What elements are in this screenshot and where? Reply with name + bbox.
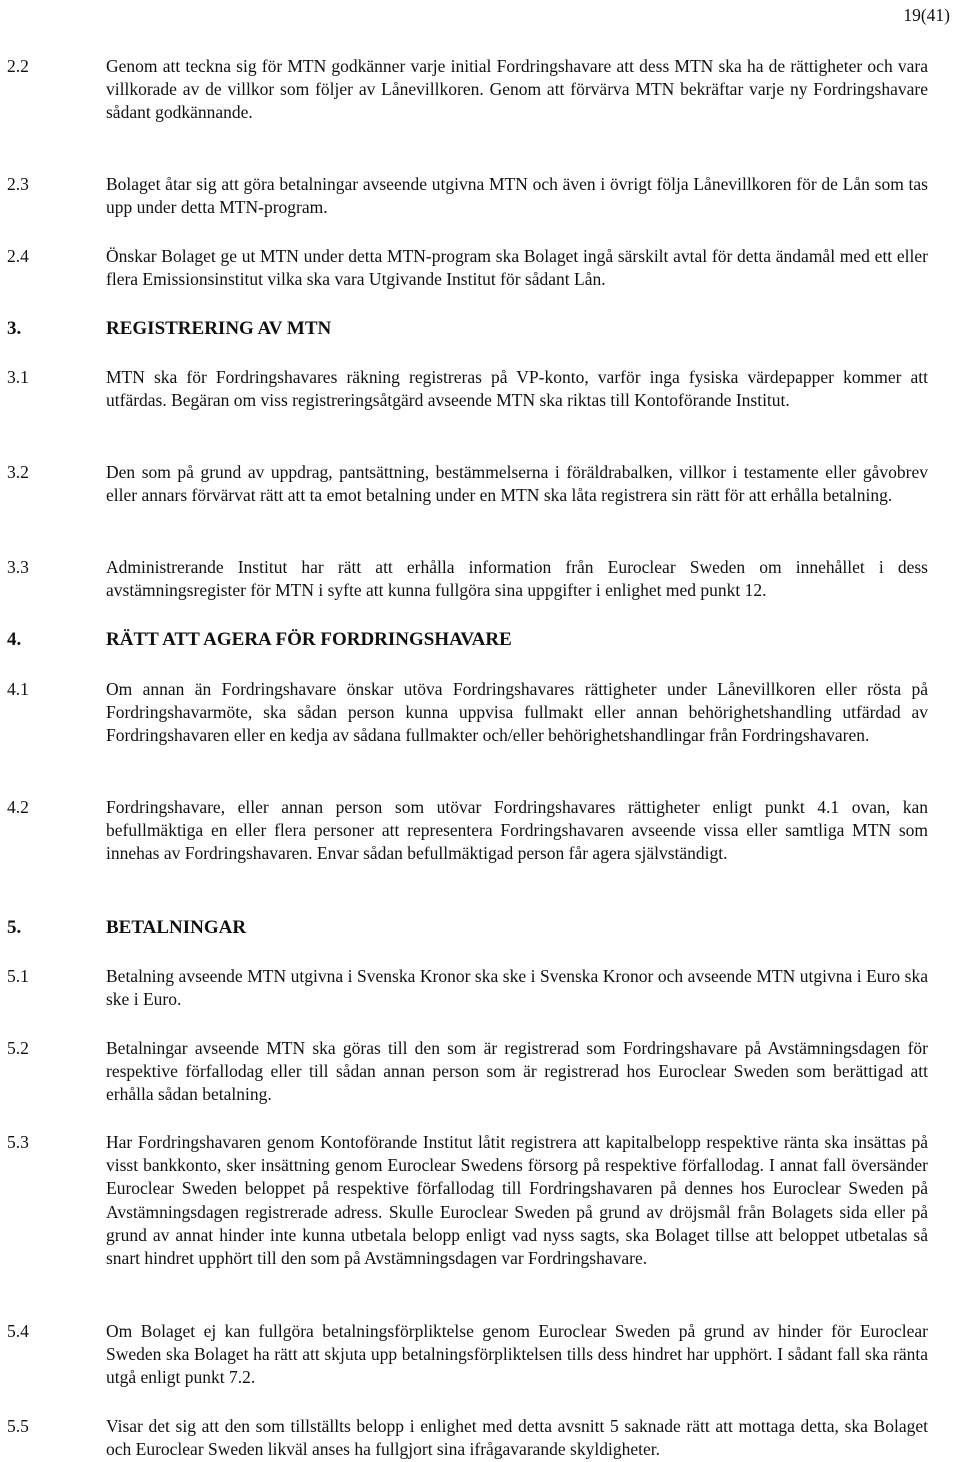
clause-text: Om Bolaget ej kan fullgöra betalningsförpliktelse genom Euroclear Sweden på grund av hinder för Euroclear Sweden ska Bolaget ha rätt att skjuta upp betalningsförpliktelsen tills dess hindret har upphört. I sådant fall ska ränta utgå enligt punkt 7.2.	[106, 1321, 928, 1388]
clause-text: Har Fordringshavaren genom Kontoförande Institut låtit registrera att kapitalbelopp respektive ränta ska insättas på visst bankkonto, sker insättning genom Euroclear Swedens försorg på respektive förfallodag. I annat fall översänder Euroclear Sweden beloppet på respektive förfallodag till Fordringshavaren på dennes hos Euroclear Sweden på Avstämningsdagen registrerade adress. Skulle Euroclear Sweden på grund av dröjsmål från Bolagets sida eller på grund av annat hinder inte kunna utbetala belopp enligt vad nyss sagts, ska Bolaget tillse att beloppet utbetalas så snart hindret upphört till den som på Avstämningsdagen var Fordringshavare.	[106, 1132, 928, 1269]
clause-text: Betalningar avseende MTN ska göras till den som är registrerad som Fordringshavare på Avstämningsdagen för respektive förfallodag eller till sådan annan person som är registrerad hos Euroclear Sweden som berättigad att erhålla sådan betalning.	[106, 1038, 928, 1105]
clause-number: 3.3	[7, 557, 29, 577]
heading-ratt-att-agera	[7, 628, 928, 652]
clause-number: 5.4	[7, 1321, 29, 1341]
clause-text: Genom att teckna sig för MTN godkänner varje initial Fordringshavare att dess MTN ska ha de rättigheter och vara villkorade av de villkor som följer av Lånevillkoren. Genom att förvärva MTN bekräftar varje ny Fordringshavare sådant godkännande.	[106, 56, 928, 123]
heading-text: RÄTT ATT AGERA FÖR FORDRINGSHAVARE	[106, 629, 512, 650]
clause-3-1	[7, 366, 928, 412]
clause-number: 5.3	[7, 1132, 29, 1152]
clause-4-1	[7, 678, 928, 748]
clause-2-3	[7, 173, 928, 219]
clause-number: 2.4	[7, 246, 29, 266]
heading-number: 3.	[7, 318, 22, 339]
clause-text: Fordringshavare, eller annan person som utövar Fordringshavares rättigheter enligt punkt 4.1 ovan, kan befullmäktiga en eller flera personer att representera Fordringshavaren avseende vissa eller samtliga MTN som innehas av Fordringshavaren. Envar sådan befullmäktigad person får agera självständigt.	[106, 797, 928, 864]
clause-number: 2.2	[7, 56, 29, 76]
heading-registrering	[7, 317, 928, 341]
clause-number: 4.2	[7, 797, 29, 817]
clause-number: 5.1	[7, 966, 29, 986]
heading-text: BETALNINGAR	[106, 917, 247, 938]
heading-text: REGISTRERING AV MTN	[106, 318, 332, 339]
clause-5-1	[7, 965, 928, 1011]
clause-number: 2.3	[7, 174, 29, 194]
clause-text: MTN ska för Fordringshavares räkning registreras på VP-konto, varför inga fysiska värdepapper kommer att utfärdas. Begäran om viss registreringsåtgärd avseende MTN ska riktas till Kontoförande Institut.	[106, 367, 928, 411]
clause-text: Betalning avseende MTN utgivna i Svenska Kronor ska ske i Svenska Kronor och avseende MTN utgivna i Euro ska ske i Euro.	[106, 966, 928, 1010]
clause-text: Om annan än Fordringshavare önskar utöva Fordringshavares rättigheter under Lånevillkoren eller rösta på Fordringshavarmöte, ska sådan person kunna uppvisa fullmakt eller annan behörighetshandling utfärdad av Fordringshavaren eller en kedja av sådana fullmakter och/eller behörighetshandlingar från Fordringshavaren.	[106, 679, 928, 746]
clause-2-4	[7, 245, 928, 291]
clause-text: Den som på grund av uppdrag, pantsättning, bestämmelserna i föräldrabalken, villkor i testamente eller gåvobrev eller annars förvärvat rätt att ta emot betalning under en MTN ska låta registrera sin rätt för att erhålla betalning.	[106, 462, 928, 506]
clause-number: 4.1	[7, 679, 29, 699]
clause-text: Önskar Bolaget ge ut MTN under detta MTN-program ska Bolaget ingå särskilt avtal för detta ändamål med ett eller flera Emissionsinstitut vilka ska vara Utgivande Institut för sådant Lån.	[106, 246, 928, 290]
clause-4-2	[7, 796, 928, 866]
heading-number: 4.	[7, 629, 22, 650]
clause-number: 5.2	[7, 1038, 29, 1058]
clause-number: 3.1	[7, 367, 29, 387]
clause-3-3	[7, 556, 928, 602]
clause-number: 5.5	[7, 1416, 29, 1436]
clause-5-5	[7, 1415, 928, 1461]
clause-text: Administrerande Institut har rätt att erhålla information från Euroclear Sweden om innehållet i dess avstämningsregister för MTN i syfte att kunna fullgöra sina uppgifter i enlighet med punkt 12.	[106, 557, 928, 601]
clause-text: Bolaget åtar sig att göra betalningar avseende utgivna MTN och även i övrigt följa Lånevillkoren för de Lån som tas upp under detta MTN-program.	[106, 174, 928, 218]
clause-5-3	[7, 1131, 928, 1270]
page-number: 19(41)	[903, 5, 950, 25]
clause-number: 3.2	[7, 462, 29, 482]
heading-number: 5.	[7, 917, 22, 938]
heading-betalningar	[7, 916, 928, 940]
clause-text: Visar det sig att den som tillställts belopp i enlighet med detta avsnitt 5 saknade rätt att mottaga detta, ska Bolaget och Euroclear Sweden likväl anses ha fullgjort sina ifrågavarande skyldigheter.	[106, 1416, 928, 1460]
clause-3-2	[7, 461, 928, 507]
clause-2-2	[7, 55, 928, 125]
clause-5-4	[7, 1320, 928, 1390]
clause-5-2	[7, 1037, 928, 1107]
